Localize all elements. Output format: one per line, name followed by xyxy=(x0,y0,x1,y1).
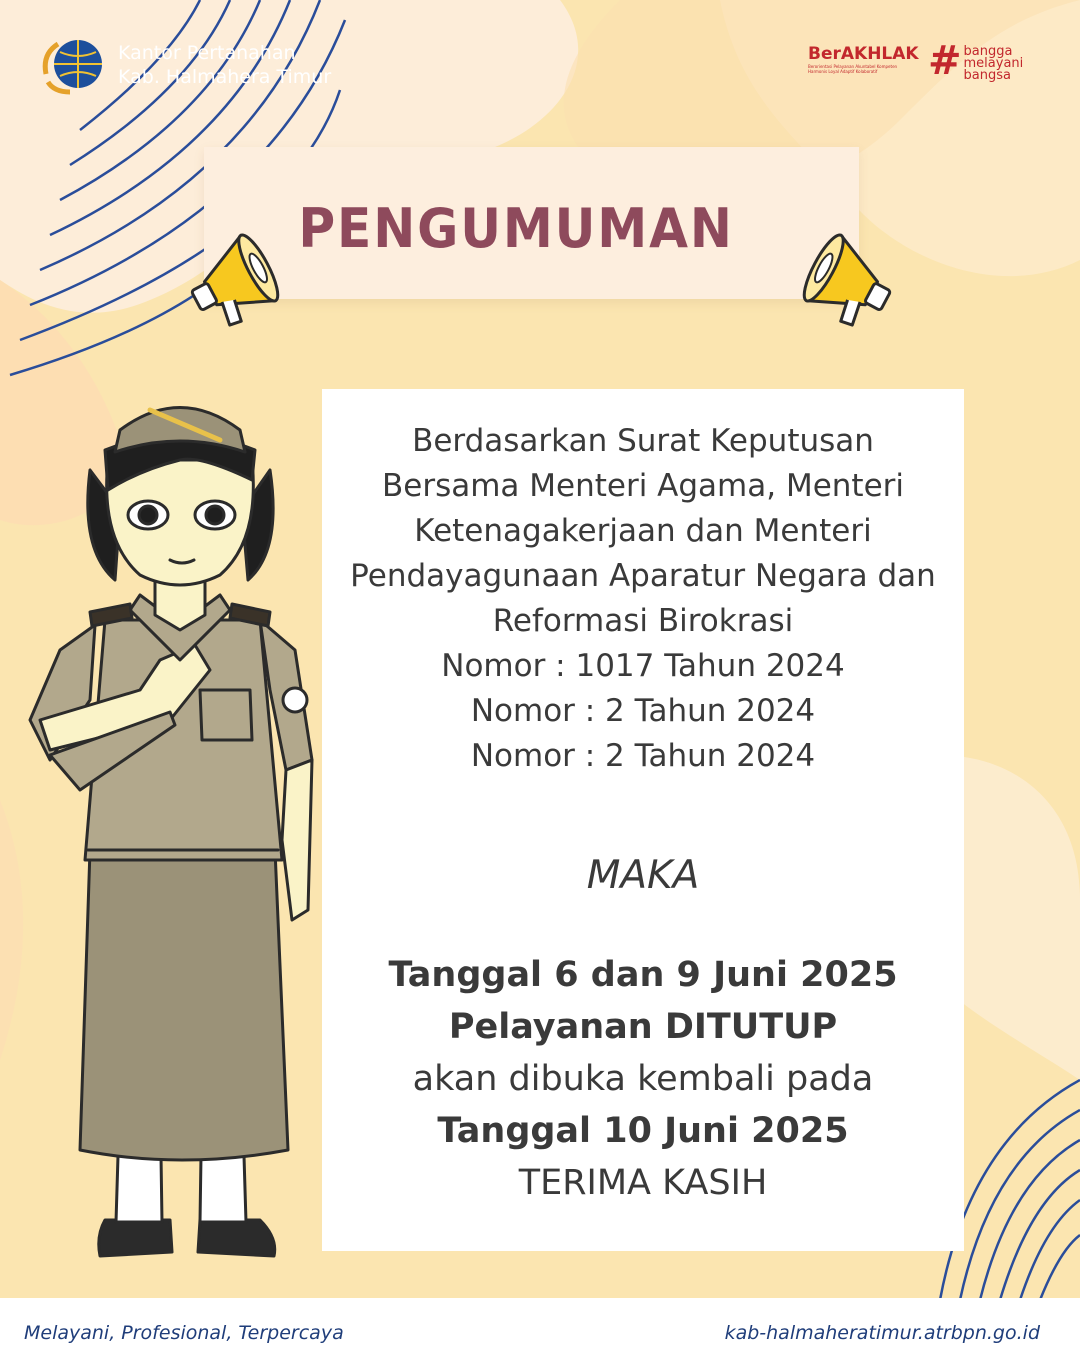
megaphone-left-icon xyxy=(170,228,290,338)
reopen-text: akan dibuka kembali pada xyxy=(412,1059,874,1099)
berakhlak-wordmark: BerAKHLAK xyxy=(808,44,919,64)
berakhlak-subtext-2: Harmonis Loyal Adaptif Kolaboratif xyxy=(808,69,878,74)
civil-servant-illustration xyxy=(20,390,330,1290)
footer-website[interactable]: kab-halmaheratimur.atrbpn.go.id xyxy=(724,1322,1040,1344)
bangga-melayani-bangsa-logo xyxy=(928,38,1024,84)
berakhlak-logo xyxy=(808,44,918,74)
decree-line: Pendayagunaan Aparatur Negara dan xyxy=(350,558,936,594)
megaphone-right-icon xyxy=(792,228,912,338)
agency-logo xyxy=(40,34,331,96)
announcement-card xyxy=(322,389,964,1251)
decree-line: Bersama Menteri Agama, Menteri xyxy=(381,468,905,504)
bangga-words xyxy=(964,46,1024,82)
closure-info xyxy=(322,949,964,1209)
closed-dates: Tanggal 6 dan 9 Juni 2025 xyxy=(388,955,898,995)
decree-line: Berdasarkan Surat Keputusan xyxy=(412,423,874,459)
maka-text: MAKA xyxy=(586,853,700,898)
bpn-emblem-icon xyxy=(40,34,110,96)
decree-number: Nomor : 2 Tahun 2024 xyxy=(470,738,816,774)
bangga-word-3: bangsa xyxy=(963,68,1011,83)
berakhlak-subtext-1: Berorientasi Pelayanan Akuntabel Kompeten xyxy=(808,64,898,69)
hashtag-icon: # xyxy=(928,38,962,84)
agency-name-line1: Kantor Pertanahan xyxy=(118,42,296,64)
decree-number: Nomor : 2 Tahun 2024 xyxy=(470,693,816,729)
footer-tagline: Melayani, Profesional, Terpercaya xyxy=(24,1322,344,1344)
decree-line: Ketenagakerjaan dan Menteri xyxy=(414,513,872,549)
bangga-word-1: bangga xyxy=(963,44,1013,59)
service-closed: Pelayanan DITUTUP xyxy=(448,1007,838,1047)
thanks-text: TERIMA KASIH xyxy=(518,1163,768,1203)
decree-reference xyxy=(322,419,964,779)
agency-name-line2: Kab. Halmahera Timur xyxy=(118,66,332,88)
footer xyxy=(0,1298,1080,1350)
bangga-word-2: melayani xyxy=(963,56,1024,71)
decree-line: Reformasi Birokrasi xyxy=(492,603,794,639)
decree-number: Nomor : 1017 Tahun 2024 xyxy=(441,648,845,684)
agency-name xyxy=(118,41,331,89)
title-card xyxy=(204,147,859,299)
reopen-date: Tanggal 10 Juni 2025 xyxy=(437,1111,849,1151)
page-title: PENGUMUMAN xyxy=(298,196,735,260)
